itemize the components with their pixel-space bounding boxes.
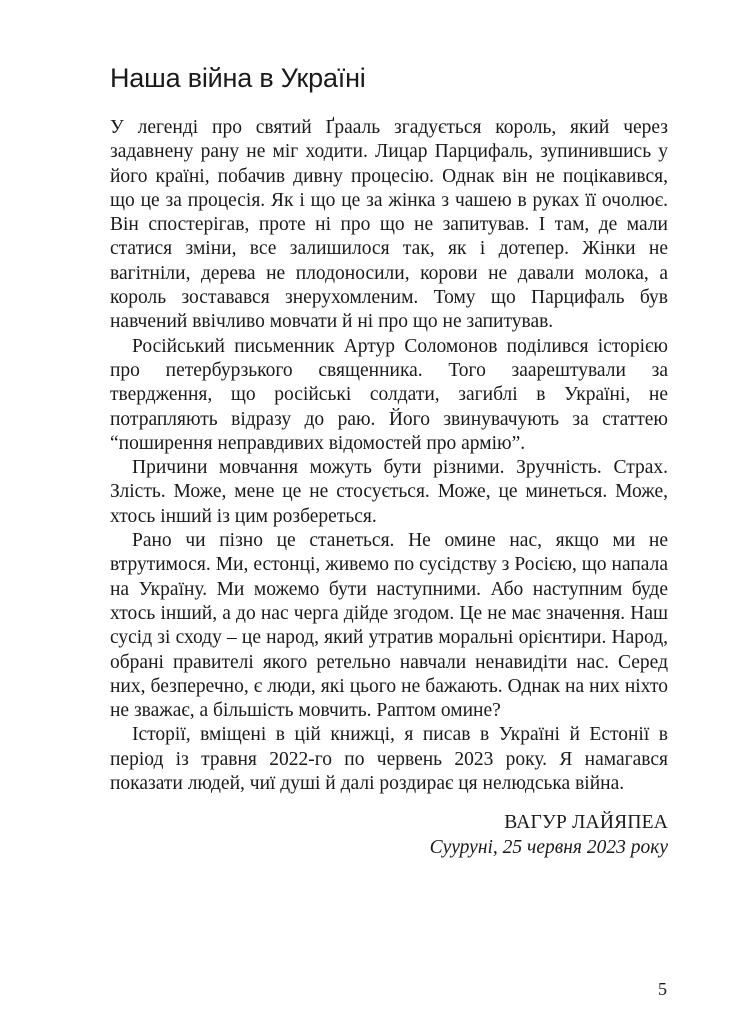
body-text (110, 116, 668, 796)
author-name: ВАГУР ЛАЙЯПЕА (504, 812, 668, 834)
paragraph-4: Рано чи пізно це станеться. Не омине нас, якщо ми не втрутимося. Ми, естонці, живемо по сусідству з Росією, що напала на Україну. Ми можемо бути наступними. Або наступним буде хтось інший, а до нас черга дійде згодом. Це не має значення. Наш сусід зі сходу – це народ, який утратив моральні орієнтири. Народ, обрані правителі якого ретельно навчали ненавидіти нас. Серед них, безперечно, є люди, які цього не бажають. Однак на них ніхто не зважає, а більшість мовчить. Раптом омине? (110, 530, 668, 722)
page-content (110, 62, 668, 860)
signature-block (110, 811, 668, 860)
paragraph-5: Історії, вміщені в цій книжці, я писав в Україні й Естонії в період із травня 2022-го по червень 2023 року. Я намагався показати людей, чиї душі й далі роздирає ця нелюдська війна. (110, 724, 668, 795)
paragraph-3: Причини мовчання можуть бути різними. Зручність. Страх. Злість. Може, мене це не стосується. Може, це минеться. Може, хтось інший із цим розбереться. (110, 457, 668, 527)
place-date: Сууруні, 25 червня 2023 року (429, 836, 668, 858)
chapter-title: Наша війна в Україні (110, 63, 366, 93)
page-number: 5 (658, 979, 667, 999)
paragraph-2: Російський письменник Артур Соломонов поділився історією про петербурзького священника. Того заарештували за твердження, що російські солдати, загиблі в Україні, не потрапляють відразу до раю. Його звинувачують за статтею “поширення неправдивих відомостей про армію”. (110, 335, 668, 454)
paragraph-1: У легенді про святий Ґрааль згадується король, який через задавнену рану не міг ходити. Лицар Парцифаль, зупинившись у його країні, побачив дивну процесію. Однак він не поцікавився, що це за процесія. Як і що це за жінка з чашею в руках її очолює. Він спостерігав, проте ні про що не запитував. І там, де мали статися зміни, все залишилося так, як і дотепер. Жінки не вагітніли, дерева не плодоносили, корови не давали молока, а король зоставався знерухомленим. Тому що Парцифаль був навчений ввічливо мовчати й ні про що не запитував. (110, 117, 668, 333)
